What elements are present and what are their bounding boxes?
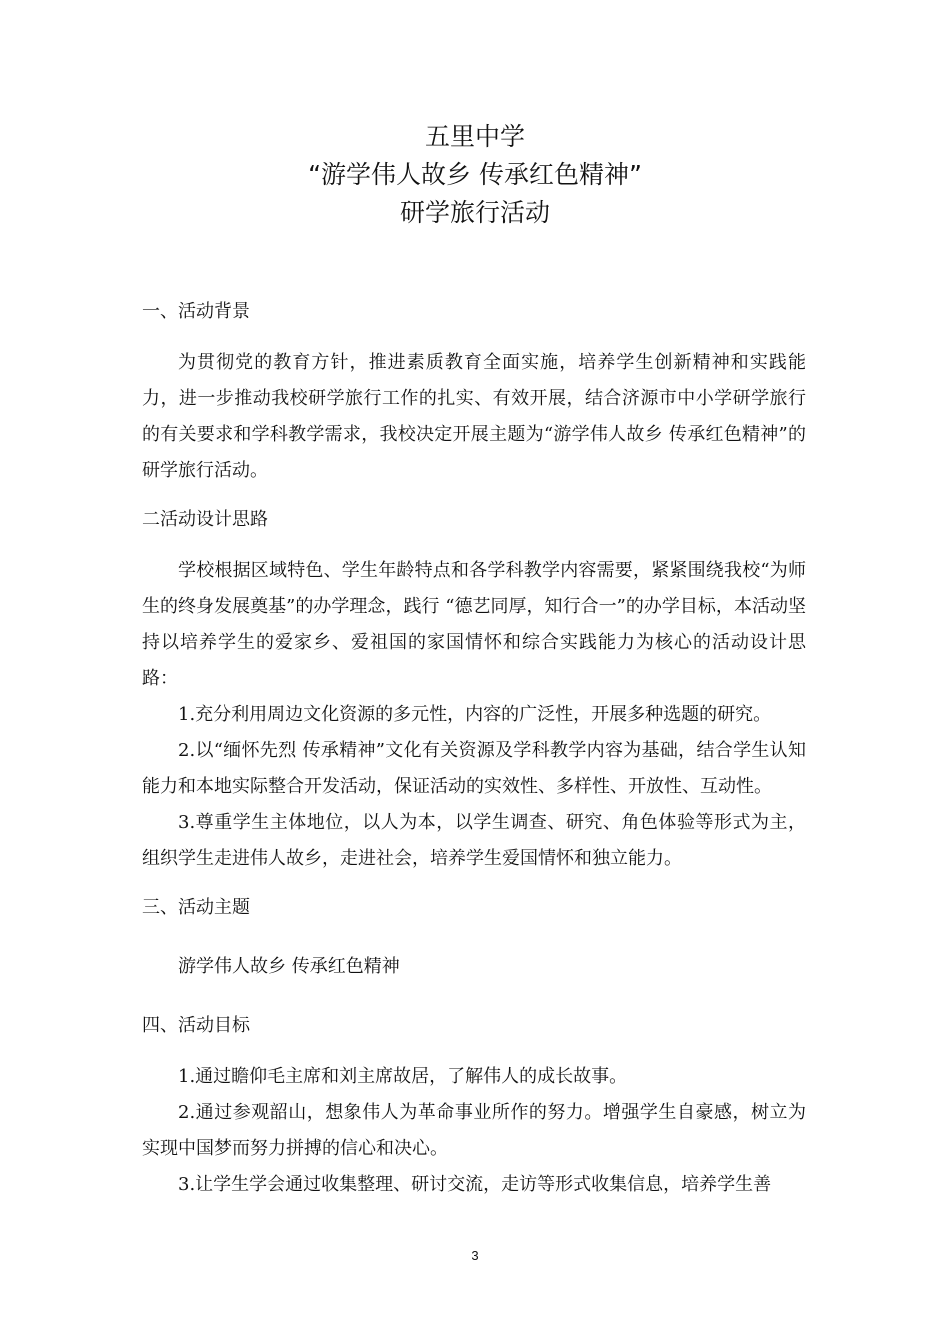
section-heading-goals: 四、活动目标	[142, 1015, 250, 1036]
title-theme: “游学伟人故乡 传承红色精神”	[308, 160, 642, 189]
title-school-name: 五里中学	[424, 122, 525, 151]
list-item-design-1: 1.充分利用周边文化资源的多元性，内容的广泛性，开展多种选题的研究。	[178, 704, 772, 725]
document-title	[0, 118, 950, 232]
list-item-goal-3: 3.让学生学会通过收集整理、研讨交流，走访等形式收集信息，培养学生善	[178, 1174, 772, 1195]
document-body	[142, 293, 806, 1203]
section-heading-background: 一、活动背景	[142, 301, 250, 322]
section-heading-design: 二活动设计思路	[142, 509, 268, 530]
section-heading-theme: 三、活动主题	[142, 897, 250, 918]
title-activity: 研学旅行活动	[399, 198, 550, 227]
list-item-goal-1: 1.通过瞻仰毛主席和刘主席故居，了解伟人的成长故事。	[178, 1066, 628, 1087]
paragraph-design-intro: 学校根据区域特色、学生年龄特点和各学科教学内容需要，紧紧围绕我校“为师生的终身发展奠基”的办学理念，践行 “德艺同厚，知行合一”的办学目标，本活动坚持以培养学生的爱家乡、爱祖国的家国情怀和综合实践能力为核心的活动设计思路：	[142, 560, 806, 689]
paragraph-theme: 游学伟人故乡 传承红色精神	[178, 956, 400, 977]
list-item-design-2: 2.以“缅怀先烈 传承精神”文化有关资源及学科教学内容为基础，结合学生认知能力和本地实际整合开发活动，保证活动的实效性、多样性、开放性、互动性。	[142, 740, 806, 797]
list-item-design-3: 3.尊重学生主体地位，以人为本，以学生调查、研究、角色体验等形式为主，组织学生走进伟人故乡，走进社会，培养学生爱国情怀和独立能力。	[142, 812, 806, 869]
paragraph-background: 为贯彻党的教育方针，推进素质教育全面实施，培养学生创新精神和实践能力，进一步推动我校研学旅行工作的扎实、有效开展，结合济源市中小学研学旅行的有关要求和学科教学需求，我校决定开展主题为“游学伟人故乡 传承红色精神”的研学旅行活动。	[142, 352, 806, 481]
list-item-goal-2: 2.通过参观韶山，想象伟人为革命事业所作的努力。增强学生自豪感，树立为实现中国梦而努力拼搏的信心和决心。	[142, 1102, 806, 1159]
page-number: 3	[471, 1248, 479, 1263]
